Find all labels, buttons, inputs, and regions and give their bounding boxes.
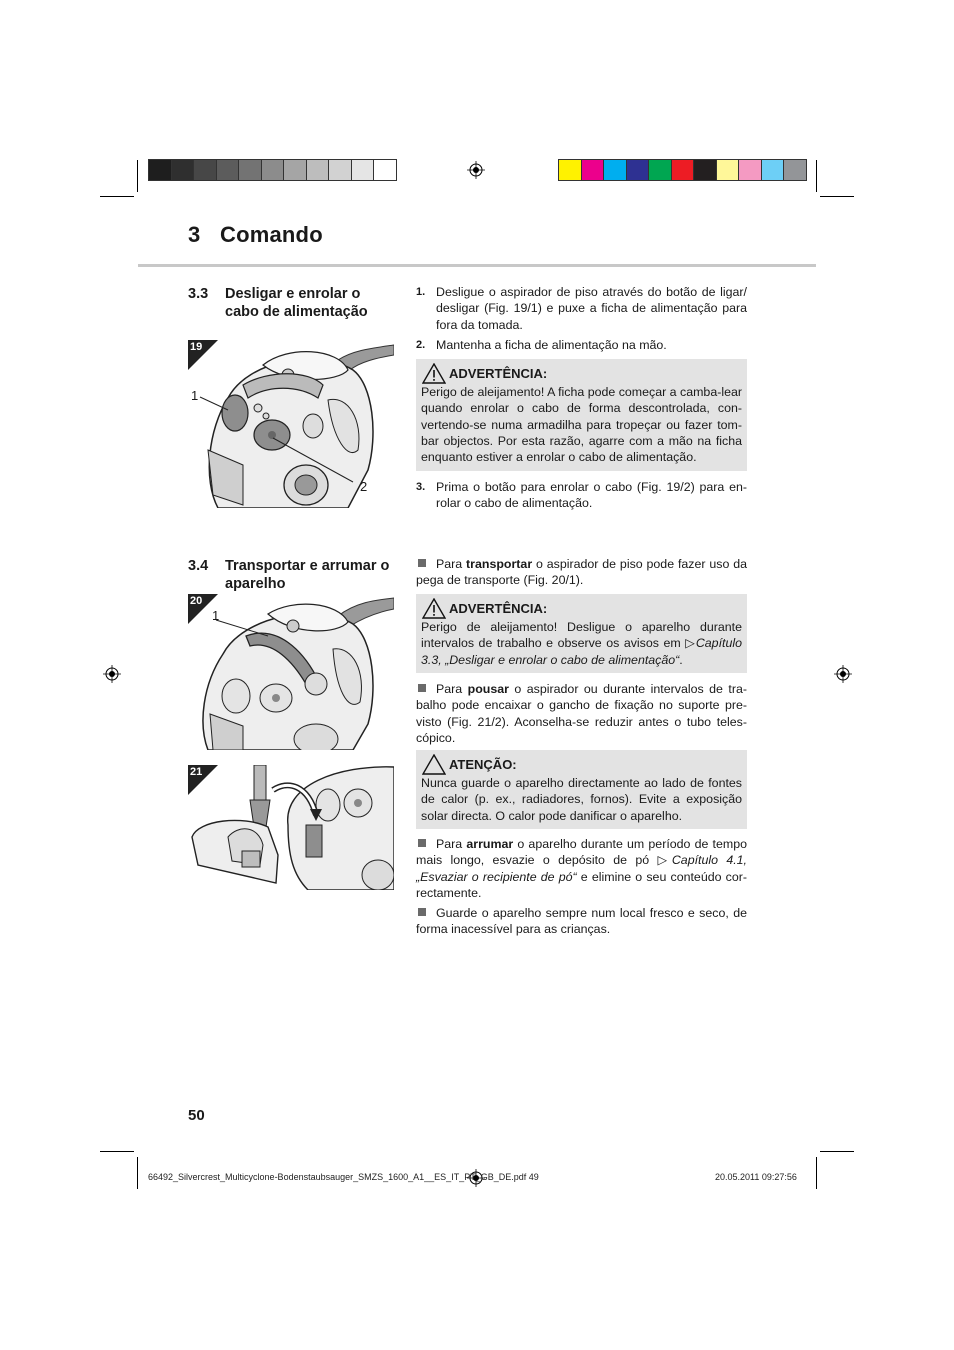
bullet-text-pre: Para xyxy=(436,837,467,851)
footer-filename: 66492_Silvercrest_Multicyclone-Bodenstaubsauger_SMZS_1600_A1__ES_IT_PT_GB_DE.pdf 49 xyxy=(148,1172,539,1182)
warning-box xyxy=(416,359,747,471)
bullet-square-icon xyxy=(418,559,426,567)
step-number: 1. xyxy=(416,286,426,298)
calibration-swatch xyxy=(238,159,262,181)
registration-mark-icon xyxy=(467,161,485,179)
warning-title xyxy=(421,366,742,384)
calibration-swatch xyxy=(558,159,582,181)
calibration-swatch xyxy=(261,159,285,181)
figure-19 xyxy=(188,340,394,508)
bullet-text: Guarde o aparelho sempre num local fresco e seco, de forma inacessível para as crianças. xyxy=(416,906,747,937)
calibration-swatch xyxy=(738,159,762,181)
bullet-text-bold: transportar xyxy=(466,557,533,571)
warning-title-text: ADVERTÊNCIA: xyxy=(449,366,548,381)
figure-number: 20 xyxy=(190,595,203,607)
figure-callout-1: 1 xyxy=(191,388,199,403)
calibration-swatch xyxy=(373,159,397,181)
calibration-swatch xyxy=(648,159,672,181)
bullet-square-icon xyxy=(418,908,426,916)
bullet-text xyxy=(416,556,747,589)
caution-text: Nunca guarde o aparelho directamente ao lado de fontes de calor (p. ex., radiadores, fornos). Evite a exposição solar directa. O calor pode danificar o aparelho. xyxy=(421,776,742,823)
calibration-swatch xyxy=(603,159,627,181)
section-number: 3.4 xyxy=(188,558,209,574)
bullet-text-post: o aspirador de piso pode fazer uso da pega de transporte (Fig. 20/1). xyxy=(416,557,747,588)
warning-triangle-icon xyxy=(422,363,446,384)
warning-title-text: ADVERTÊNCIA: xyxy=(449,601,548,616)
calibration-swatch xyxy=(716,159,740,181)
calibration-swatch xyxy=(693,159,717,181)
xref-arrow-icon: ▷ xyxy=(685,636,696,651)
caution-triangle-icon xyxy=(422,754,446,775)
calibration-swatch xyxy=(351,159,375,181)
vacuum-nozzle-parking-illustration xyxy=(188,765,394,890)
bullet-text xyxy=(416,836,747,901)
calibration-swatch xyxy=(626,159,650,181)
page-number: 50 xyxy=(188,1107,205,1124)
warning-text xyxy=(421,619,742,668)
bullet-text-mid: o aparelho durante um período de tempo mais longo, esvazie o depósito de pó xyxy=(416,837,747,868)
caution-title xyxy=(421,757,742,775)
calibration-swatch xyxy=(328,159,352,181)
calibration-swatch xyxy=(283,159,307,181)
chapter-rule xyxy=(138,264,816,267)
registration-mark-icon xyxy=(103,665,121,683)
calibration-swatch xyxy=(193,159,217,181)
section-title: Desligar e enrolar o cabo de alimentação xyxy=(225,286,368,320)
step-text: Prima o botão para enrolar o cabo (Fig. 19/2) para en-rolar o cabo de alimentação. xyxy=(436,480,747,511)
figure-number: 21 xyxy=(190,766,203,778)
step-number: 3. xyxy=(416,481,426,493)
bullet-square-icon xyxy=(418,684,426,692)
chapter-xref-link[interactable]: Capítulo 4.1, „Esvaziar o recipiente de pó“ xyxy=(416,853,747,884)
figure-20 xyxy=(188,594,394,750)
chapter-number: 3 xyxy=(188,222,201,247)
step-number: 2. xyxy=(416,339,426,351)
calibration-swatch xyxy=(783,159,807,181)
step-text: Desligue o aspirador de piso através do botão de ligar/ desligar (Fig. 19/1) e puxe a ficha de alimentação para fora da tomada. xyxy=(436,285,747,332)
calibration-swatch xyxy=(148,159,172,181)
bullet-text-pre: Para xyxy=(436,557,467,571)
bullet-text-pre: Para xyxy=(436,682,468,696)
xref-arrow-icon: ▷ xyxy=(657,853,672,868)
warning-title xyxy=(421,601,742,619)
bullet-set-down xyxy=(416,681,747,746)
caution-title-text: ATENÇÃO: xyxy=(449,757,517,772)
figure-callout-1: 1 xyxy=(212,608,220,623)
bullet-text-post: o aspirador ou durante intervalos de tra-balho pode encaixar o gancho de fixação no suporte pre-visto (Fig. 21/2). Aconselha-se reduzir antes o tubo teles-cópico. xyxy=(416,682,747,745)
warning-text: Perigo de aleijamento! A ficha pode começar a camba-lear quando enrolar o cabo de forma descontrolada, con-vertendo-se numa armadilha para tropeçar ou fazer tom-bar objectos. Por esta razão, agarre com a mão na ficha enquanto estiver a enrolar o cabo de alimentação. xyxy=(421,385,742,465)
warning-triangle-icon xyxy=(422,598,446,619)
step-text: Mantenha a ficha de alimentação na mão. xyxy=(436,338,667,352)
figure-21 xyxy=(188,765,394,890)
chapter-heading xyxy=(188,222,323,248)
registration-mark-icon xyxy=(834,665,852,683)
calibration-swatch xyxy=(671,159,695,181)
calibration-swatch xyxy=(761,159,785,181)
bullet-text-bold: pousar xyxy=(467,682,509,696)
calibration-swatch xyxy=(171,159,195,181)
bullet-store xyxy=(416,836,747,901)
figure-number: 19 xyxy=(190,341,203,353)
calibration-swatch xyxy=(306,159,330,181)
warning-text-post: . xyxy=(679,652,683,667)
section-title: Transportar e arrumar o aparelho xyxy=(225,558,390,592)
footer-timestamp: 20.05.2011 09:27:56 xyxy=(715,1172,797,1182)
bullet-keep xyxy=(416,905,747,938)
calibration-swatch xyxy=(581,159,605,181)
warning-box xyxy=(416,594,747,673)
section-number: 3.3 xyxy=(188,286,209,302)
caution-box xyxy=(416,750,747,829)
bullet-text-post: e elimine o seu conteúdo cor-rectamente. xyxy=(416,869,748,900)
figure-callout-2: 2 xyxy=(360,479,368,494)
chapter-xref-link[interactable]: Capítulo 3.3, „Desligar e enrolar o cabo de alimentação“ xyxy=(421,636,742,667)
bullet-text xyxy=(416,681,747,746)
bullet-square-icon xyxy=(418,839,426,847)
calibration-swatch xyxy=(216,159,240,181)
bullet-text-bold: arrumar xyxy=(466,837,514,851)
bullet-transport xyxy=(416,556,747,589)
chapter-title: Comando xyxy=(220,222,323,247)
warning-text-pre: Perigo de aleijamento! Desligue o aparelho durante intervalos de trabalho e observe os avisos em xyxy=(421,620,742,651)
